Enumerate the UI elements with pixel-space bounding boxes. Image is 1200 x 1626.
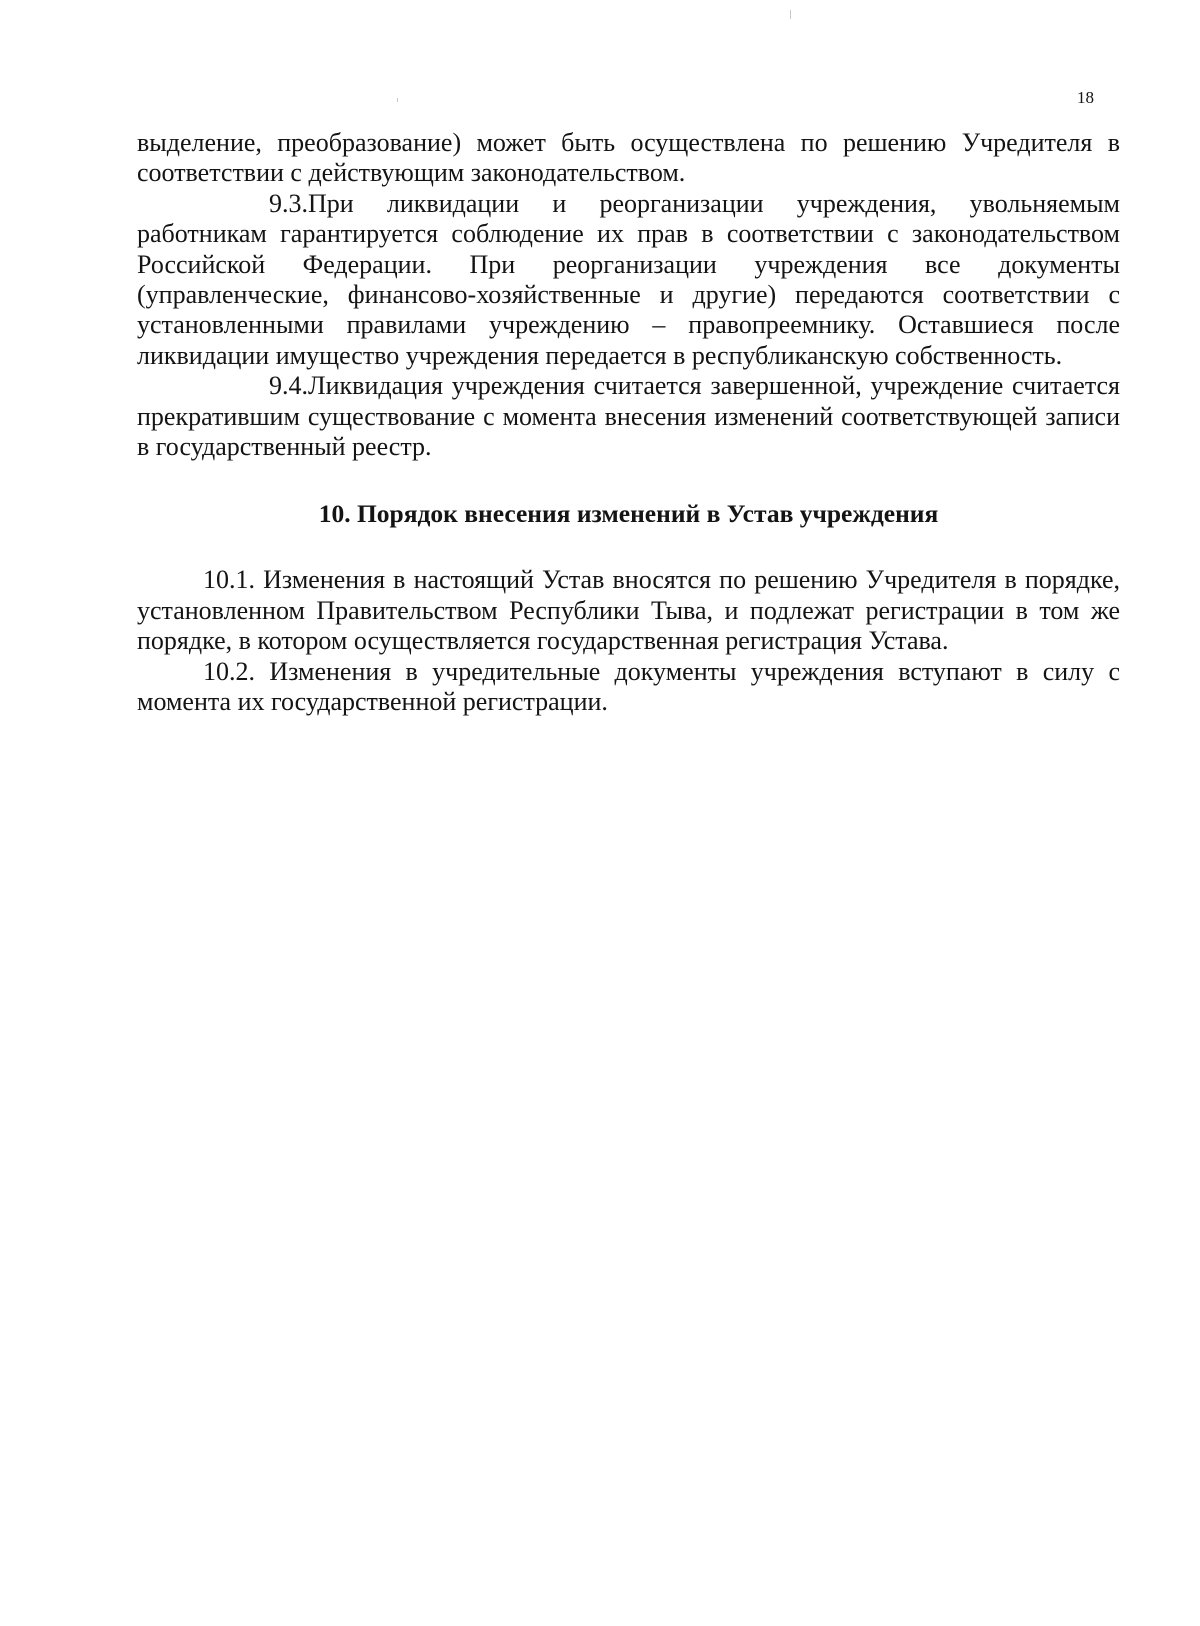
paragraph-text: Изменения в настоящий Устав вносятся по решению Учредителя в порядке, установленном Правительством Республики Тыва, и подлежат регистрации в том же порядке, в котором осуществляется государственная регистрация Устава. bbox=[137, 565, 1121, 656]
paragraph-text: Ликвидация учреждения считается завершенной, учреждение считается прекратившим существование с момента внесения изменений соответствующей записи в государственный реестр. bbox=[137, 371, 1120, 462]
paragraph-text: Изменения в учредительные документы учреждения вступают в силу с момента их государственной регистрации. bbox=[137, 656, 1120, 717]
paragraph-continuation bbox=[137, 128, 1120, 189]
paragraph-10-1 bbox=[137, 565, 1120, 656]
document-body bbox=[137, 128, 1120, 718]
scan-speck bbox=[790, 10, 791, 19]
paragraph-number: 10.1. bbox=[203, 565, 255, 595]
scan-speck bbox=[397, 98, 398, 102]
paragraph-9-3 bbox=[137, 189, 1120, 371]
paragraph-number: 10.2. bbox=[203, 656, 255, 686]
section-heading: 10. Порядок внесения изменений в Устав учреждения bbox=[318, 499, 939, 529]
paragraph-9-4 bbox=[137, 371, 1120, 462]
paragraph-10-2 bbox=[137, 657, 1120, 718]
paragraph-text: При ликвидации и реорганизации учреждения, увольняемым работникам гарантируется соблюдение их прав в соответствии с законодательством Российской Федерации. При реорганизации учреждения все документы (управленческие, финансово-хозяйственные и другие) передаются соответствии с установленными правилами учреждению – правопреемнику. Оставшиеся после ликвидации имущество учреждения передается в республиканскую собственность. bbox=[137, 188, 1120, 370]
paragraph-number: 9.4. bbox=[269, 371, 308, 401]
paragraph-text: выделение, преобразование) может быть осуществлена по решению Учредителя в соответствии с действующим законодательством. bbox=[137, 128, 1120, 188]
page-number: 18 bbox=[1077, 88, 1094, 107]
paragraph-number: 9.3. bbox=[269, 188, 308, 218]
